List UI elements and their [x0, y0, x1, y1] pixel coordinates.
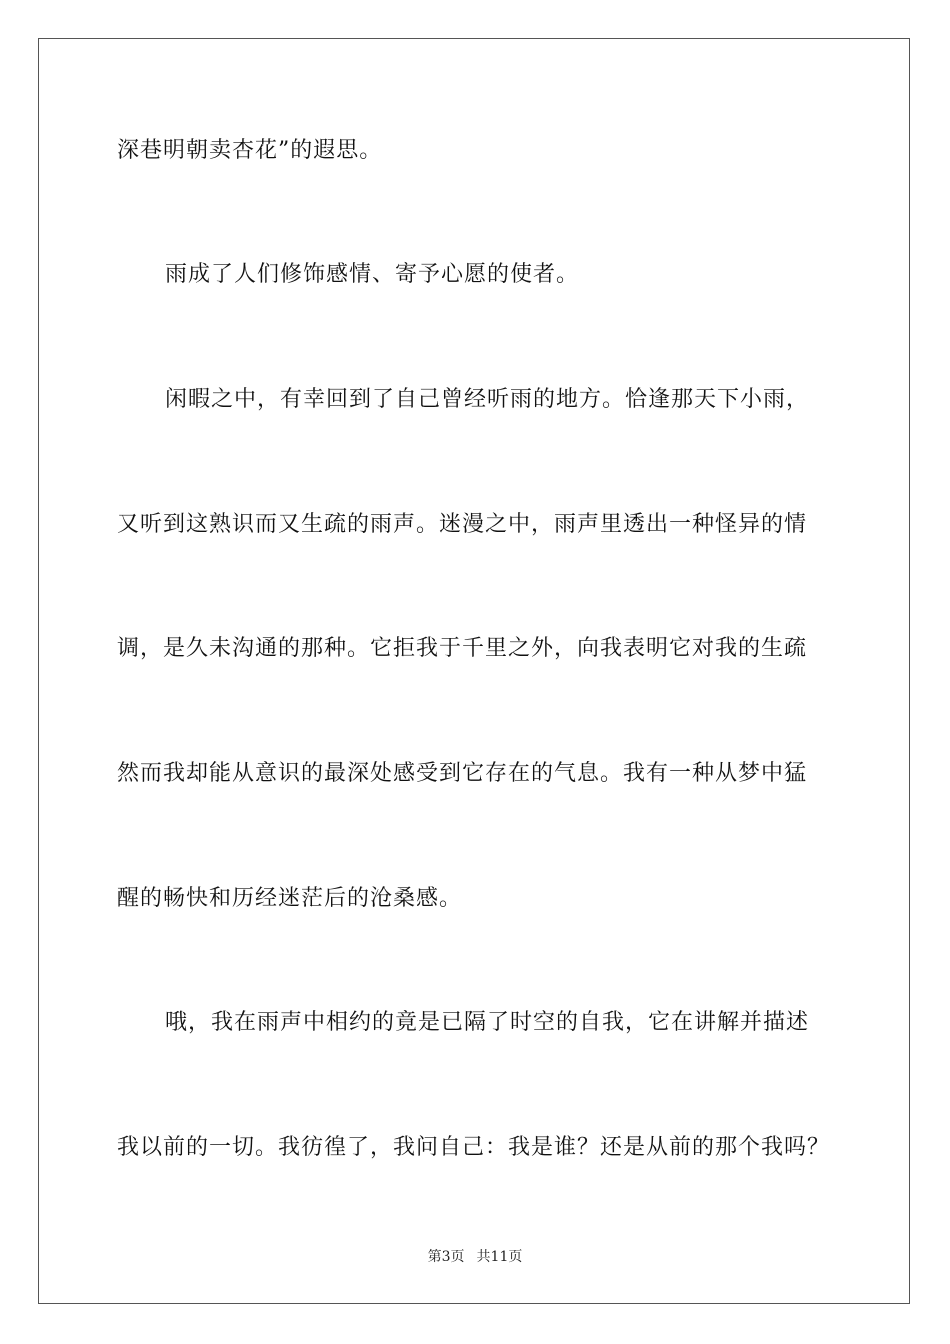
page-border	[38, 38, 910, 1304]
text-line-9: 我以前的一切。我彷徨了，我问自己：我是谁？还是从前的那个我吗？	[117, 1135, 831, 1160]
text-line-3: 闲暇之中，有幸回到了自己曾经听雨的地方。恰逢那天下小雨，	[165, 387, 810, 412]
text-line-4: 又听到这熟识而又生疏的雨声。迷漫之中，雨声里透出一种怪异的情	[117, 512, 808, 537]
text-line-5: 调，是久未沟通的那种。它拒我于千里之外，向我表明它对我的生疏	[117, 636, 808, 661]
text-line-7: 醒的畅快和历经迷茫后的沧桑感。	[117, 886, 463, 911]
text-line-8: 哦，我在雨声中相约的竟是已隔了时空的自我，它在讲解并描述	[165, 1010, 810, 1035]
page-number-footer	[0, 1247, 950, 1267]
text-line-2: 雨成了人们修饰感情、寄予心愿的使者。	[165, 262, 580, 287]
total-pages-label: 共11页	[476, 1249, 523, 1265]
text-line-1: 深巷明朝卖杏花”的遐思。	[117, 138, 383, 163]
current-page-label: 第3页	[427, 1249, 465, 1265]
text-line-6: 然而我却能从意识的最深处感受到它存在的气息。我有一种从梦中猛	[117, 761, 808, 786]
